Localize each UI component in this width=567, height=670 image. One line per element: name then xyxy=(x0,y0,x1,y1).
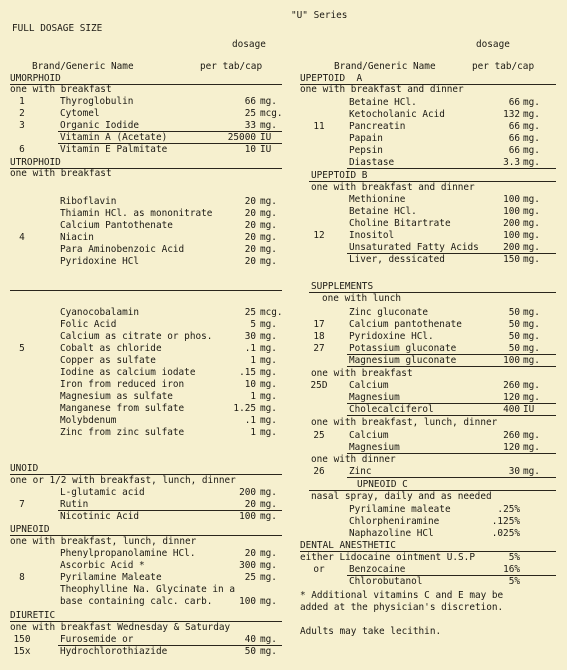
dose-value: 10 xyxy=(244,144,256,155)
ingredient-name: Cholecalciferol xyxy=(349,404,434,415)
ingredient-name: Manganese from sulfate xyxy=(60,403,185,414)
series-title: "U" Series xyxy=(291,10,348,21)
dose-unit: mg. xyxy=(260,596,277,607)
dose-value: 3.3 xyxy=(503,157,520,168)
ingredient-name: Chlorpheniramine xyxy=(349,516,440,527)
ingredient-name: Thyroglobulin xyxy=(60,96,134,107)
ingredient-name: Iodine as calcium iodate xyxy=(60,367,196,378)
right-brand-header: Brand/Generic Name xyxy=(334,61,436,72)
ingredient-name: Magnesium xyxy=(349,392,400,403)
dose-value: 5% xyxy=(508,552,520,563)
formula-number: 6 xyxy=(19,144,25,155)
dose-unit: IU xyxy=(260,144,272,155)
formula-number: 11 xyxy=(313,121,325,132)
section-title: SUPPLEMENTS xyxy=(311,281,374,292)
section-title: UPNEOID C xyxy=(357,479,408,490)
dose-value: 100 xyxy=(503,230,520,241)
ingredient-name: Nicotinic Acid xyxy=(60,511,140,522)
dose-value: 100 xyxy=(503,194,520,205)
dose-value: 66 xyxy=(508,97,520,108)
ingredient-name: Betaine HCl. xyxy=(349,97,417,108)
section-title: UTROPHOID xyxy=(10,157,61,168)
dose-value: 150 xyxy=(503,254,520,265)
formula-number: 15x xyxy=(13,646,31,657)
dose-value: 40 xyxy=(244,634,256,645)
dose-unit: mcg. xyxy=(260,108,283,119)
dose-unit: mg. xyxy=(260,208,277,219)
dose-value: 50 xyxy=(508,319,520,330)
dose-unit: mg. xyxy=(523,133,540,144)
dose-value: 30 xyxy=(508,466,520,477)
dosing-instruction: one with breakfast xyxy=(10,84,112,95)
dosing-instruction: one with breakfast, lunch, dinner xyxy=(10,536,197,547)
dose-unit: IU xyxy=(260,132,272,143)
dose-value: 20 xyxy=(244,244,256,255)
dose-unit: mg. xyxy=(260,560,277,571)
dose-value: 50 xyxy=(508,343,520,354)
dosing-instruction: one with lunch xyxy=(322,293,402,304)
dosing-instruction: one with dinner xyxy=(311,454,396,465)
ingredient-name: Magnesium gluconate xyxy=(349,355,457,366)
dose-value: 260 xyxy=(503,380,520,391)
ingredient-name: Zinc gluconate xyxy=(349,307,429,318)
dose-value: 33 xyxy=(244,120,256,131)
dose-unit: mg. xyxy=(260,232,277,243)
dose-value: .15 xyxy=(239,367,256,378)
dosing-instruction: one or 1/2 with breakfast, lunch, dinner xyxy=(10,475,236,486)
dose-value: 50 xyxy=(508,307,520,318)
section-divider xyxy=(10,290,282,291)
ingredient-name: Hydrochlorothiazide xyxy=(60,646,168,657)
dose-value: 120 xyxy=(503,442,520,453)
dose-unit: mg. xyxy=(523,355,540,366)
ingredient-name: Inositol xyxy=(349,230,395,241)
underline-rule xyxy=(347,168,556,169)
dose-value: 20 xyxy=(244,208,256,219)
ingredient-name: Folic Acid xyxy=(60,319,117,330)
formula-number: 3 xyxy=(19,120,25,131)
formula-number: 150 xyxy=(13,634,31,645)
dose-unit: mg. xyxy=(260,220,277,231)
ingredient-name: Calcium xyxy=(349,430,389,441)
dose-value: 20 xyxy=(244,232,256,243)
ingredient-name: Pyridoxine HCl xyxy=(60,256,140,267)
ingredient-name: Pyrilamine Maleate xyxy=(60,572,162,583)
formula-number: 5 xyxy=(19,343,25,354)
ingredient-name: Betaine HCl. xyxy=(349,206,417,217)
formula-number: 1 xyxy=(19,96,25,107)
dose-unit: mg. xyxy=(523,319,540,330)
dose-value: 66 xyxy=(508,145,520,156)
ingredient-name: Ketocholanic Acid xyxy=(349,109,445,120)
footnote-text: * Additional vitamins C and E may be xyxy=(300,590,504,601)
ingredient-name: Cobalt as chloride xyxy=(60,343,162,354)
dose-value: 30 xyxy=(244,331,256,342)
dose-value: 50 xyxy=(508,331,520,342)
ingredient-name: Niacin xyxy=(60,232,94,243)
ingredient-name: Para Aminobenzoic Acid xyxy=(60,244,185,255)
dose-unit: mg. xyxy=(260,634,277,645)
formula-number: 18 xyxy=(313,331,325,342)
dose-value: .125% xyxy=(491,516,520,527)
ingredient-name: Naphazoline HCl xyxy=(349,528,434,539)
ingredient-name: Pyridoxine HCl. xyxy=(349,331,434,342)
dose-value: 66 xyxy=(508,133,520,144)
dose-unit: mg. xyxy=(260,256,277,267)
dose-value: 300 xyxy=(239,560,256,571)
dose-unit: mg. xyxy=(260,646,277,657)
dose-value: 1 xyxy=(250,391,256,402)
ingredient-name: Calcium xyxy=(349,380,389,391)
right-per-header: per tab/cap xyxy=(472,61,535,72)
section-title: UPNEOID xyxy=(10,524,50,535)
dose-unit: mg. xyxy=(523,157,540,168)
dose-unit: mg. xyxy=(260,499,277,510)
ingredient-name: Chlorobutanol xyxy=(349,576,423,587)
dose-unit: mg. xyxy=(523,230,540,241)
ingredient-name: Diastase xyxy=(349,157,395,168)
ingredient-name: base containing calc. carb. xyxy=(60,596,213,607)
dose-unit: mg. xyxy=(523,218,540,229)
dose-unit: mg. xyxy=(523,331,540,342)
dose-value: .1 xyxy=(244,343,256,354)
ingredient-name: Choline Bitartrate xyxy=(349,218,451,229)
right-dosage-header: dosage xyxy=(476,39,510,50)
ingredient-name: Rutin xyxy=(60,499,89,510)
formula-number: 4 xyxy=(19,232,25,243)
dose-unit: mg. xyxy=(260,96,277,107)
dose-unit: mg. xyxy=(523,109,540,120)
left-dosage-header: dosage xyxy=(232,39,266,50)
dose-value: 25 xyxy=(244,108,256,119)
dose-value: 1 xyxy=(250,355,256,366)
page-heading: FULL DOSAGE SIZE xyxy=(12,23,103,34)
dose-unit: mg. xyxy=(523,242,540,253)
ingredient-name: Papain xyxy=(349,133,383,144)
dosing-instruction: nasal spray, daily and as needed xyxy=(311,491,492,502)
dose-unit: mg. xyxy=(260,511,277,522)
underline-rule xyxy=(347,477,556,478)
dose-unit: mg. xyxy=(260,391,277,402)
ingredient-name: Cytomel xyxy=(60,108,100,119)
dose-unit: mg. xyxy=(260,403,277,414)
ingredient-name: Calcium pantothenate xyxy=(349,319,462,330)
dose-unit: mg. xyxy=(260,244,277,255)
section-title: UPEPTOID A xyxy=(300,73,363,84)
ingredient-name: Copper as sulfate xyxy=(60,355,156,366)
dose-unit: mg. xyxy=(260,548,277,559)
ingredient-name: Potassium gluconate xyxy=(349,343,457,354)
dose-value: 120 xyxy=(503,392,520,403)
dose-value: 25 xyxy=(244,307,256,318)
dosing-instruction: one with breakfast xyxy=(10,168,112,179)
dose-unit: mcg. xyxy=(260,307,283,318)
underline-rule xyxy=(347,415,556,416)
ingredient-name: Iron from reduced iron xyxy=(60,379,185,390)
footnote-text: added at the physician's discretion. xyxy=(300,602,504,613)
dose-unit: mg. xyxy=(260,355,277,366)
dose-value: 16% xyxy=(503,564,520,575)
underline-rule xyxy=(347,366,556,367)
footnote-text: Adults may take lecithin. xyxy=(300,626,442,637)
dose-unit: mg. xyxy=(523,466,540,477)
dose-value: 200 xyxy=(503,242,520,253)
ingredient-name: Unsaturated Fatty Acids xyxy=(349,242,479,253)
dose-unit: mg. xyxy=(260,572,277,583)
section-title: UMORPHOID xyxy=(10,73,61,84)
dose-unit: mg. xyxy=(523,380,540,391)
dose-unit: mg. xyxy=(523,145,540,156)
dose-value: 20 xyxy=(244,196,256,207)
dose-value: 50 xyxy=(244,646,256,657)
formula-number: 12 xyxy=(313,230,325,241)
dose-value: .25% xyxy=(497,504,520,515)
dose-value: 260 xyxy=(503,430,520,441)
ingredient-name: Pepsin xyxy=(349,145,383,156)
left-per-header: per tab/cap xyxy=(200,61,263,72)
dose-value: 100 xyxy=(239,596,256,607)
dose-unit: mg. xyxy=(523,307,540,318)
ingredient-name: Organic Iodide xyxy=(60,120,140,131)
ingredient-name: Vitamin A (Acetate) xyxy=(60,132,168,143)
dose-unit: mg. xyxy=(260,415,277,426)
dose-unit: mg. xyxy=(523,442,540,453)
ingredient-name: Liver, dessicated xyxy=(349,254,445,265)
dose-unit: mg. xyxy=(523,254,540,265)
dosing-instruction: one with breakfast xyxy=(311,368,413,379)
ingredient-name: Phenylpropanolamine HCl. xyxy=(60,548,196,559)
formula-number: 26 xyxy=(313,466,325,477)
dose-value: 132 xyxy=(503,109,520,120)
dose-value: 1 xyxy=(250,427,256,438)
dose-value: 100 xyxy=(503,206,520,217)
dosing-instruction: one with breakfast, lunch, dinner xyxy=(311,417,498,428)
dose-value: 20 xyxy=(244,499,256,510)
ingredient-name: Pyrilamine maleate xyxy=(349,504,451,515)
ingredient-name: Riboflavin xyxy=(60,196,117,207)
formula-number: 25D xyxy=(310,380,328,391)
ingredient-name: Zinc from zinc sulfate xyxy=(60,427,185,438)
dose-value: 200 xyxy=(503,218,520,229)
dosing-instruction: either Lidocaine ointment U.S.P xyxy=(300,552,475,563)
dose-value: 66 xyxy=(244,96,256,107)
dose-unit: mg. xyxy=(260,331,277,342)
dose-value: 20 xyxy=(244,220,256,231)
formula-number: or xyxy=(313,564,325,575)
dose-value: .1 xyxy=(244,415,256,426)
formula-number: 25 xyxy=(313,430,325,441)
section-title: DENTAL ANESTHETIC xyxy=(300,540,396,551)
dose-unit: mg. xyxy=(260,120,277,131)
dose-value: 25000 xyxy=(227,132,256,143)
dose-unit: mg. xyxy=(260,379,277,390)
section-title: UNOID xyxy=(10,463,39,474)
dose-value: 10 xyxy=(244,379,256,390)
ingredient-name: Thiamin HCl. as mononitrate xyxy=(60,208,213,219)
ingredient-name: Magnesium xyxy=(349,442,400,453)
dose-value: 1.25 xyxy=(233,403,256,414)
dose-value: .025% xyxy=(491,528,520,539)
dose-value: 100 xyxy=(239,511,256,522)
dose-unit: mg. xyxy=(260,196,277,207)
dose-unit: mg. xyxy=(523,97,540,108)
dose-unit: mg. xyxy=(260,427,277,438)
ingredient-name: L-glutamic acid xyxy=(60,487,145,498)
dose-value: 20 xyxy=(244,256,256,267)
dose-value: 25 xyxy=(244,572,256,583)
ingredient-name: Calcium as citrate or phos. xyxy=(60,331,213,342)
dosing-instruction: one with breakfast and dinner xyxy=(300,84,464,95)
dose-value: 20 xyxy=(244,548,256,559)
dose-unit: mg. xyxy=(260,487,277,498)
ingredient-name: Pancreatin xyxy=(349,121,406,132)
dose-unit: mg. xyxy=(260,343,277,354)
dose-unit: mg. xyxy=(523,430,540,441)
dose-unit: mg. xyxy=(260,367,277,378)
ingredient-name: Methionine xyxy=(349,194,406,205)
formula-number: 2 xyxy=(19,108,25,119)
dose-unit: mg. xyxy=(523,121,540,132)
dose-unit: mg. xyxy=(523,343,540,354)
dosing-instruction: one with breakfast and dinner xyxy=(311,182,475,193)
dose-unit: mg. xyxy=(260,319,277,330)
ingredient-name: Benzocaine xyxy=(349,564,406,575)
section-title: UPEPTOID B xyxy=(311,170,368,181)
dose-value: 66 xyxy=(508,121,520,132)
dose-unit: mg. xyxy=(523,206,540,217)
dosing-instruction: one with breakfast Wednesday & Saturday xyxy=(10,622,231,633)
ingredient-name: Vitamin E Palmitate xyxy=(60,144,168,155)
dose-unit: mg. xyxy=(523,392,540,403)
ingredient-name: Calcium Pantothenate xyxy=(60,220,173,231)
ingredient-name: Cyanocobalamin xyxy=(60,307,140,318)
dose-unit: IU xyxy=(523,404,535,415)
ingredient-name: Ascorbic Acid * xyxy=(60,560,145,571)
formula-number: 27 xyxy=(313,343,325,354)
ingredient-name: Furosemide or xyxy=(60,634,134,645)
ingredient-name: Zinc xyxy=(349,466,372,477)
ingredient-name: Theophylline Na. Glycinate in a xyxy=(60,584,235,595)
dose-value: 100 xyxy=(503,355,520,366)
ingredient-name: Molybdenum xyxy=(60,415,117,426)
ingredient-name: Magnesium as sulfate xyxy=(60,391,173,402)
section-title: DIURETIC xyxy=(10,610,56,621)
formula-number: 7 xyxy=(19,499,25,510)
dose-unit: mg. xyxy=(523,194,540,205)
dose-value: 200 xyxy=(239,487,256,498)
dose-value: 400 xyxy=(503,404,520,415)
formula-number: 8 xyxy=(19,572,25,583)
left-brand-header: Brand/Generic Name xyxy=(32,61,134,72)
formula-number: 17 xyxy=(313,319,325,330)
dose-value: 5% xyxy=(508,576,520,587)
dose-value: 5 xyxy=(250,319,256,330)
